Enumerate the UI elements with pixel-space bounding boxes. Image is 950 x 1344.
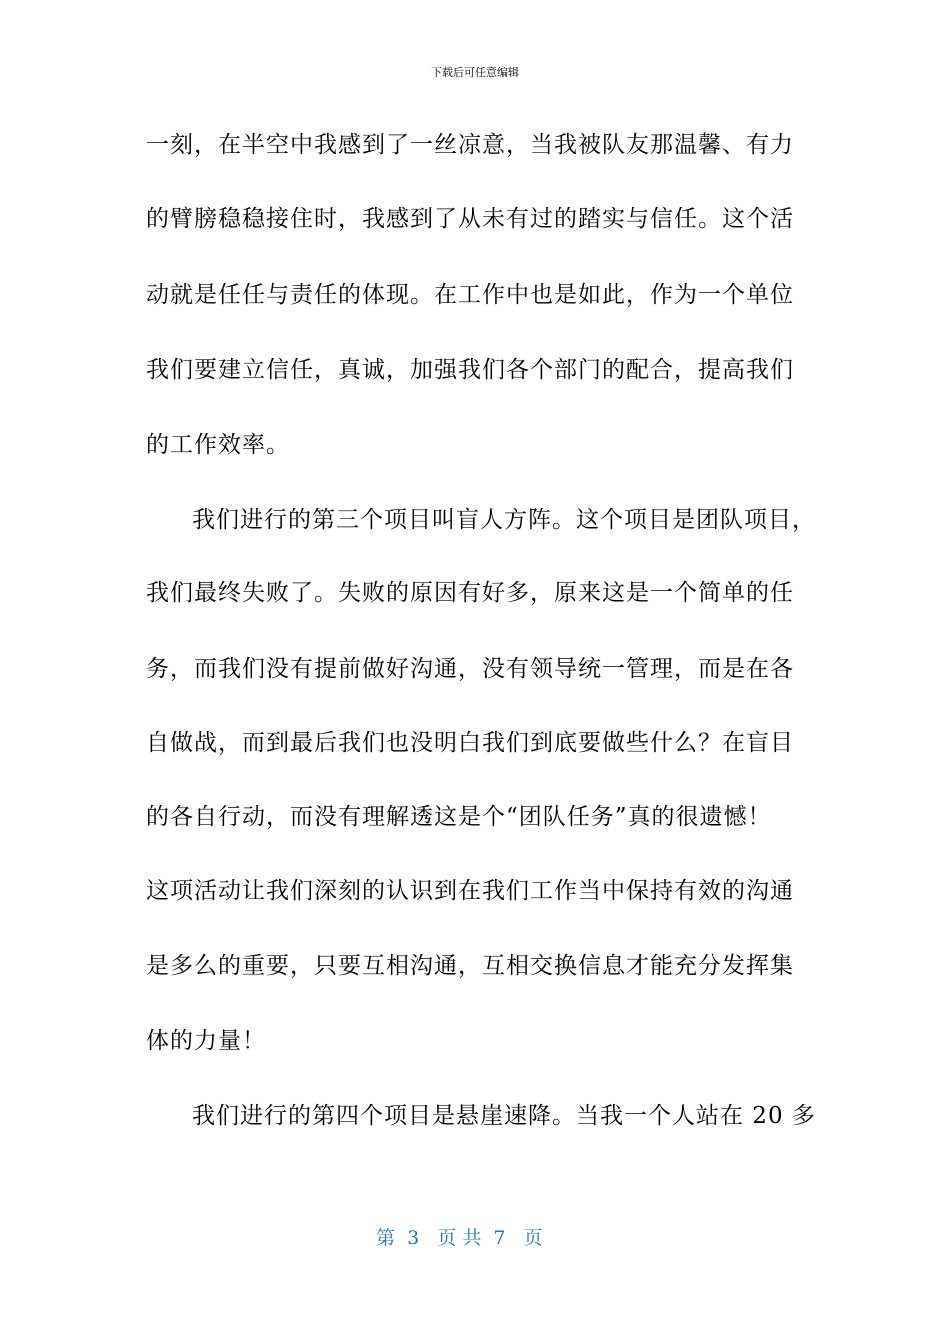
text-line: 动就是任任与责任的体现。在工作中也是如此，作为一个单位 <box>146 282 794 308</box>
text-line: 一刻，在半空中我感到了一丝凉意，当我被队友那温馨、有力 <box>146 132 794 158</box>
text-line: 是多么的重要，只要互相沟通，互相交换信息才能充分发挥集 <box>146 953 794 979</box>
text-line: 我们要建立信任，真诚，加强我们各个部门的配合，提高我们 <box>146 357 794 383</box>
text-line: 务，而我们没有提前做好沟通，没有领导统一管理，而是在各 <box>146 656 794 682</box>
page-header: 下载后可任意编辑 <box>431 66 519 79</box>
text-line: 这项活动让我们深刻的认识到在我们工作当中保持有效的沟通 <box>146 878 794 904</box>
text-line: 我们进行的第三个项目叫盲人方阵。这个项目是团队项目， <box>192 507 816 533</box>
text-line: 体的力量！ <box>146 1028 266 1054</box>
text-line: 的工作效率。 <box>146 432 290 458</box>
text-line: 自做战，而到最后我们也没明白我们到底要做些什么？在盲目 <box>146 730 794 756</box>
page-footer: 第 3 页 共 7 页 <box>376 1227 543 1249</box>
text-line: 我们进行的第四个项目是悬崖速降。当我一个人站在 20 多 <box>192 1103 816 1129</box>
text-line: 的臂膀稳稳接住时，我感到了从未有过的踏实与信任。这个活 <box>146 206 794 232</box>
text-line: 的各自行动，而没有理解透这是个“团队任务”真的很遗憾！ <box>146 804 772 830</box>
text-line: 我们最终失败了。失败的原因有好多，原来这是一个简单的任 <box>146 580 794 606</box>
